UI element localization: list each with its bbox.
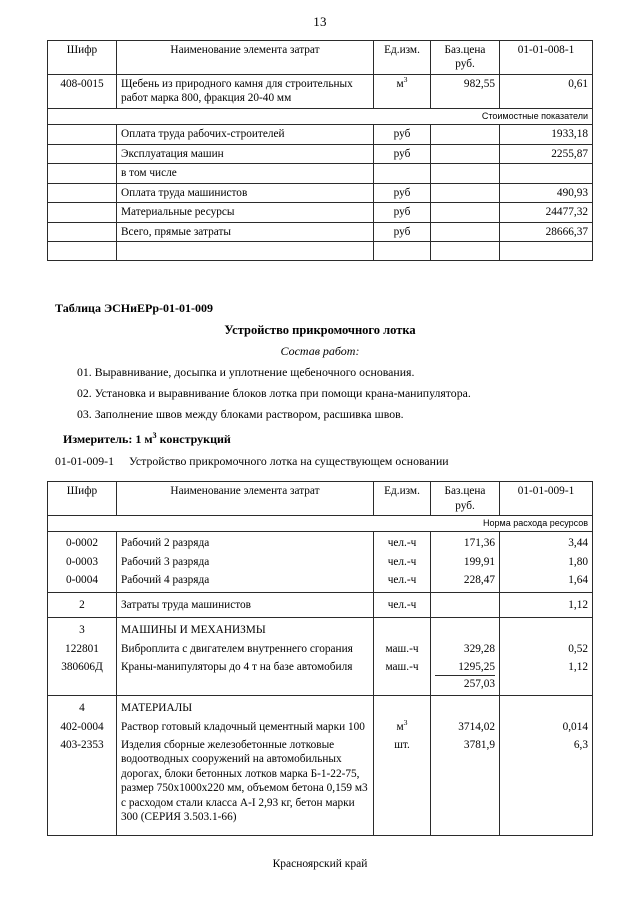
- table-top-body: [48, 74, 593, 124]
- cost-caption: Стоимостные показатели: [48, 108, 593, 125]
- cell-unit-sup: 3: [403, 75, 408, 85]
- cost-row: [48, 125, 593, 144]
- cell-code: 3: [48, 618, 117, 640]
- pad-cell: [431, 242, 500, 261]
- header-code: Шифр: [48, 482, 117, 516]
- cost-row: [48, 144, 593, 163]
- cell-name: Рабочий 4 разряда: [117, 571, 374, 592]
- table-row: [48, 736, 593, 835]
- norm-caption-row: [48, 515, 593, 532]
- cell-code: 402-0004: [48, 718, 117, 736]
- cost-row-unit: руб: [374, 125, 431, 144]
- middle-text-block: [55, 301, 585, 469]
- cost-row: [48, 183, 593, 202]
- work-title: Устройство прикромочного лотка: [224, 323, 416, 338]
- cost-row-label: Эксплуатация машин: [117, 144, 374, 163]
- cost-row-unit: [374, 164, 431, 183]
- table-row: [48, 532, 593, 553]
- cell-norm: 3,44: [500, 532, 593, 553]
- norm-code: 01-01-009-1: [55, 454, 114, 469]
- table-top-header-row: [48, 41, 593, 75]
- table-bottom-header: [48, 482, 593, 516]
- cost-row: [48, 164, 593, 183]
- cost-row-label: в том числе: [117, 164, 374, 183]
- cell-norm: [500, 696, 593, 718]
- cell-unit: шт.: [374, 736, 431, 835]
- cost-row-unit: руб: [374, 203, 431, 222]
- izmeritel-sup: 3: [152, 431, 157, 441]
- table-row: [48, 718, 593, 736]
- cell-norm: 1,12: [500, 592, 593, 617]
- cost-row-spacer: [48, 222, 117, 241]
- cell-norm: [500, 618, 593, 640]
- cell-code: 2: [48, 592, 117, 617]
- table-row: [48, 592, 593, 617]
- cost-summary-block: [47, 125, 593, 261]
- table-row: [48, 658, 593, 695]
- pad-cell: [117, 242, 374, 261]
- cell-unit: [374, 618, 431, 640]
- header-unit: Ед.изм.: [374, 41, 431, 75]
- cell-norm: 0,61: [500, 74, 593, 108]
- header-norm: 01-01-008-1: [500, 41, 593, 75]
- cell-price: 171,36: [431, 532, 500, 553]
- cost-caption-row: [48, 108, 593, 125]
- cost-row-price-spacer: [431, 203, 500, 222]
- cell-name: Рабочий 2 разряда: [117, 532, 374, 553]
- cost-row-spacer: [48, 125, 117, 144]
- table-bottom-header-row: [48, 482, 593, 516]
- cell-norm: 1,12: [500, 658, 593, 695]
- cell-price: 3781,9: [431, 736, 500, 835]
- cell-name: МАТЕРИАЛЫ: [117, 696, 374, 718]
- cost-row-unit: руб: [374, 222, 431, 241]
- page-footer: Красноярский край: [272, 857, 368, 870]
- pad-cell: [374, 242, 431, 261]
- operation-item: 03. Заполнение швов между блоками раствором, расшивка швов.: [77, 407, 404, 422]
- norm-code-title: Устройство прикромочного лотка на существующем основании: [129, 454, 449, 469]
- cell-price: 3714,02: [431, 718, 500, 736]
- cell-code: 0-0004: [48, 571, 117, 592]
- norm-code-line: [55, 454, 585, 469]
- header-name: Наименование элемента затрат: [117, 41, 374, 75]
- cell-unit: [374, 74, 431, 108]
- sostav-label: Состав работ:: [280, 344, 360, 359]
- cell-norm: 0,52: [500, 640, 593, 658]
- cost-row-value: 2255,87: [500, 144, 593, 163]
- cost-row: [48, 203, 593, 222]
- izmeritel: [63, 432, 585, 447]
- cost-row-label: Оплата труда рабочих-строителей: [117, 125, 374, 144]
- header-norm: 01-01-009-1: [500, 482, 593, 516]
- cell-unit: чел.-ч: [374, 532, 431, 553]
- header-code: Шифр: [48, 41, 117, 75]
- pad-cell: [500, 242, 593, 261]
- cell-unit-text: м: [396, 77, 404, 90]
- cell-code: 0-0002: [48, 532, 117, 553]
- table-row: [48, 571, 593, 592]
- cell-price: [431, 592, 500, 617]
- cell-price: [431, 618, 500, 640]
- cost-table-top: [47, 40, 593, 125]
- izmeritel-prefix: Измеритель: 1 м: [63, 432, 153, 447]
- cell-name: Раствор готовый кладочный цементный марки 100: [117, 718, 374, 736]
- operation-item: 01. Выравнивание, досыпка и уплотнение щебеночного основания.: [77, 365, 415, 380]
- header-name: Наименование элемента затрат: [117, 482, 374, 516]
- cost-row-label: Материальные ресурсы: [117, 203, 374, 222]
- table-bottom-body: [48, 515, 593, 835]
- operation-item: 02. Установка и выравнивание блоков лотка при помощи крана-манипулятора.: [77, 386, 471, 401]
- price-denominator: 257,03: [463, 677, 495, 690]
- cost-summary-body: [48, 125, 593, 260]
- cell-price: 982,55: [431, 74, 500, 108]
- cell-name: Рабочий 3 разряда: [117, 553, 374, 571]
- cost-row-value: 28666,37: [500, 222, 593, 241]
- header-price-line1: Баз.цена: [444, 44, 486, 56]
- page-number: 13: [313, 14, 327, 29]
- table-row: [48, 696, 593, 718]
- cost-row-price-spacer: [431, 125, 500, 144]
- cost-row-label: Всего, прямые затраты: [117, 222, 374, 241]
- header-price: [431, 482, 500, 516]
- cell-code: 403-2353: [48, 736, 117, 835]
- pad-cell: [48, 242, 117, 261]
- cell-price: 228,47: [431, 571, 500, 592]
- cell-name: Изделия сборные железобетонные лотковые водоотводных сооружений на автомобильных дорогах, блоки бетонных лотков марка Б-1-22-75, размер 750х1000х220 мм, объемом бетона 0,159 м3 с расходом стали класса А-I 2,93 кг, бетон марки 300 (СЕРИЯ 3.503.1-66): [117, 736, 374, 835]
- cost-row-price-spacer: [431, 164, 500, 183]
- cell-unit: маш.-ч: [374, 658, 431, 695]
- cell-norm: 1,64: [500, 571, 593, 592]
- norm-caption: Норма расхода ресурсов: [48, 515, 593, 532]
- cell-unit: чел.-ч: [374, 553, 431, 571]
- cell-name: Щебень из природного камня для строительных работ марка 800, фракция 20-40 мм: [117, 74, 374, 108]
- cell-name: Затраты труда машинистов: [117, 592, 374, 617]
- cell-unit: [374, 718, 431, 736]
- cell-norm: 1,80: [500, 553, 593, 571]
- header-price-line2: руб.: [455, 499, 475, 512]
- table-row: [48, 553, 593, 571]
- cell-code: 4: [48, 696, 117, 718]
- cell-code: 0-0003: [48, 553, 117, 571]
- cell-name: Краны-манипуляторы до 4 т на базе автомобиля: [117, 658, 374, 695]
- cell-norm: 0,014: [500, 718, 593, 736]
- cost-row-price-spacer: [431, 222, 500, 241]
- cost-row-value: 1933,18: [500, 125, 593, 144]
- cell-name: Виброплита с двигателем внутреннего сгорания: [117, 640, 374, 658]
- price-fraction: [435, 660, 495, 691]
- cell-price: [431, 696, 500, 718]
- cost-row-value: [500, 164, 593, 183]
- header-price: [431, 41, 500, 75]
- cost-row-spacer: [48, 203, 117, 222]
- cost-row-unit: руб: [374, 183, 431, 202]
- cell-unit: маш.-ч: [374, 640, 431, 658]
- table-label: Таблица ЭСНиЕРр-01-01-009: [55, 301, 214, 316]
- cell-name: МАШИНЫ И МЕХАНИЗМЫ: [117, 618, 374, 640]
- cost-row-value: 24477,32: [500, 203, 593, 222]
- cost-row-bottom-pad: [48, 242, 593, 261]
- price-numerator: 1295,25: [435, 660, 495, 675]
- header-unit: Ед.изм.: [374, 482, 431, 516]
- cell-code: 380606Д: [48, 658, 117, 695]
- cell-unit-sup: 3: [403, 717, 408, 727]
- cost-row: [48, 222, 593, 241]
- table-row: [48, 618, 593, 640]
- cost-row-unit: руб: [374, 144, 431, 163]
- cost-table-bottom: [47, 481, 593, 836]
- cost-row-price-spacer: [431, 183, 500, 202]
- table-top-header: [48, 41, 593, 75]
- izmeritel-suffix: конструкций: [156, 432, 231, 447]
- cell-unit-text: м: [396, 720, 404, 733]
- cell-code: 122801: [48, 640, 117, 658]
- cell-unit: чел.-ч: [374, 571, 431, 592]
- cell-norm: 6,3: [500, 736, 593, 835]
- cost-row-spacer: [48, 144, 117, 163]
- cost-row-label: Оплата труда машинистов: [117, 183, 374, 202]
- document-page: [0, 14, 640, 919]
- cost-row-spacer: [48, 183, 117, 202]
- cell-unit: чел.-ч: [374, 592, 431, 617]
- cell-code: 408-0015: [48, 74, 117, 108]
- table-row: [48, 74, 593, 108]
- cell-unit: [374, 696, 431, 718]
- table-row: [48, 640, 593, 658]
- cost-row-spacer: [48, 164, 117, 183]
- cost-row-price-spacer: [431, 144, 500, 163]
- cell-price: 199,91: [431, 553, 500, 571]
- header-price-line1: Баз.цена: [444, 485, 486, 498]
- cell-price: 329,28: [431, 640, 500, 658]
- cell-price-fraction: [431, 658, 500, 695]
- cost-row-value: 490,93: [500, 183, 593, 202]
- header-price-line2: руб.: [455, 58, 475, 71]
